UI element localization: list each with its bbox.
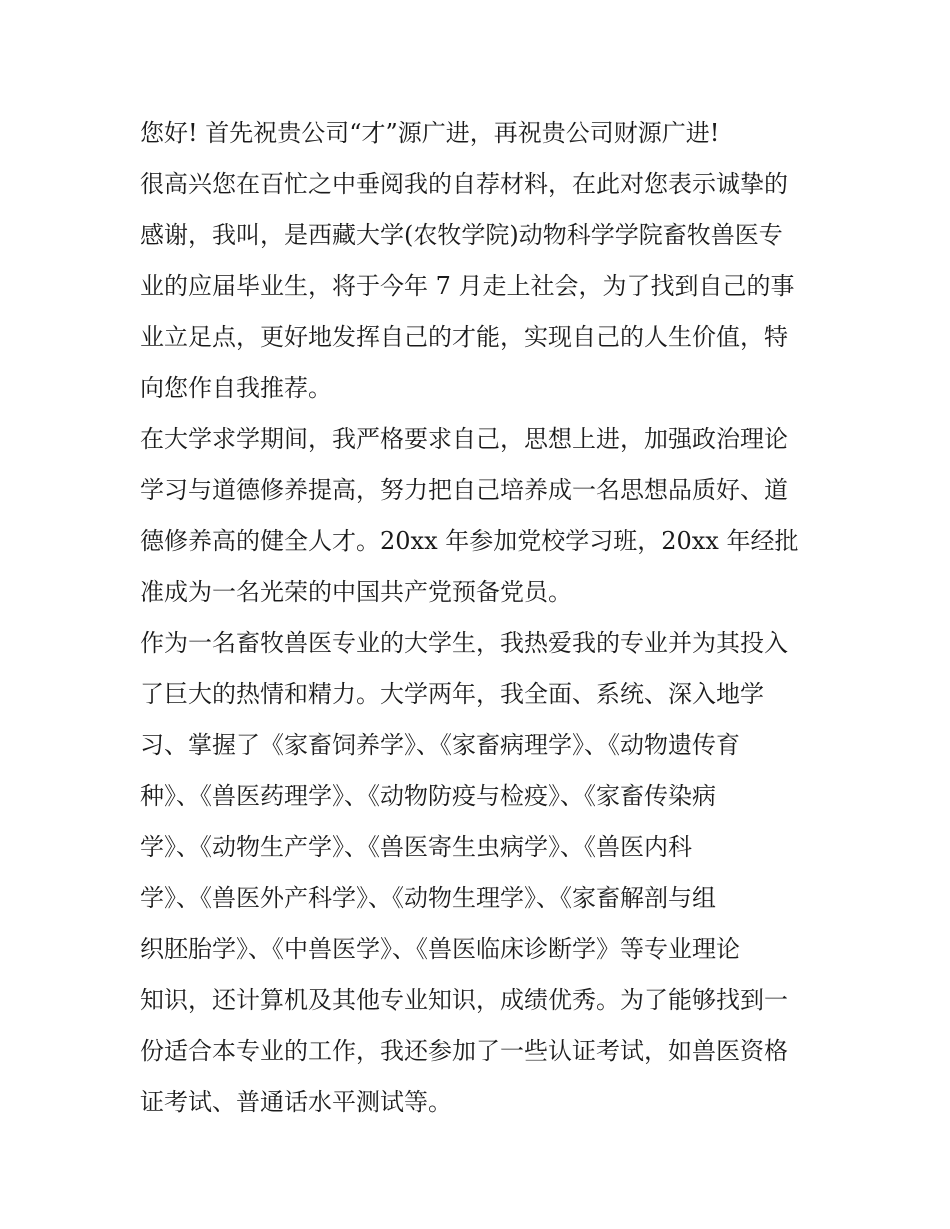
text-line: 份适合本专业的工作，我还参加了一些认证考试，如兽医资格 xyxy=(140,1037,788,1065)
text-line: 准成为一名光荣的中国共产党预备党员。 xyxy=(140,578,572,606)
text-line: 您好! 首先祝贵公司“才”源广进，再祝贵公司财源广进! xyxy=(140,119,720,147)
text-line: 作为一名畜牧兽医专业的大学生，我热爱我的专业并为其投入 xyxy=(140,629,788,657)
text-line: 习、掌握了《家畜饲养学》、《家畜病理学》、《动物遗传育 xyxy=(140,731,740,759)
text-line: 知识，还计算机及其他专业知识，成绩优秀。为了能够找到一 xyxy=(140,986,788,1014)
text-line: 感谢，我叫，是西藏大学(农牧学院)动物科学学院畜牧兽医专 xyxy=(140,221,783,249)
text-line: 学》、《动物生产学》、《兽医寄生虫病学》、《兽医内科 xyxy=(140,833,692,861)
text-line: 学》、《兽医外产科学》、《动物生理学》、《家畜解剖与组 xyxy=(140,884,716,912)
text-line: 业立足点，更好地发挥自己的才能，实现自己的人生价值，特 xyxy=(140,323,788,351)
text-line: 很高兴您在百忙之中垂阅我的自荐材料，在此对您表示诚挚的 xyxy=(140,170,788,198)
text-line: 业的应届毕业生，将于今年 7 月走上社会，为了找到自己的事 xyxy=(140,272,795,300)
text-line: 学习与道德修养提高，努力把自己培养成一名思想品质好、道 xyxy=(140,476,788,504)
text-line: 种》、《兽医药理学》、《动物防疫与检疫》、《家畜传染病 xyxy=(140,782,716,810)
text-line: 在大学求学期间，我严格要求自己，思想上进，加强政治理论 xyxy=(140,425,788,453)
text-line: 向您作自我推荐。 xyxy=(140,374,332,402)
text-line: 证考试、普通话水平测试等。 xyxy=(140,1088,452,1116)
letter-body xyxy=(140,108,820,1128)
text-line: 了巨大的热情和精力。大学两年，我全面、系统、深入地学 xyxy=(140,680,764,708)
text-line: 德修养高的健全人才。20xx 年参加党校学习班，20xx 年经批 xyxy=(140,527,799,555)
text-line: 织胚胎学》、《中兽医学》、《兽医临床诊断学》等专业理论 xyxy=(140,935,740,963)
